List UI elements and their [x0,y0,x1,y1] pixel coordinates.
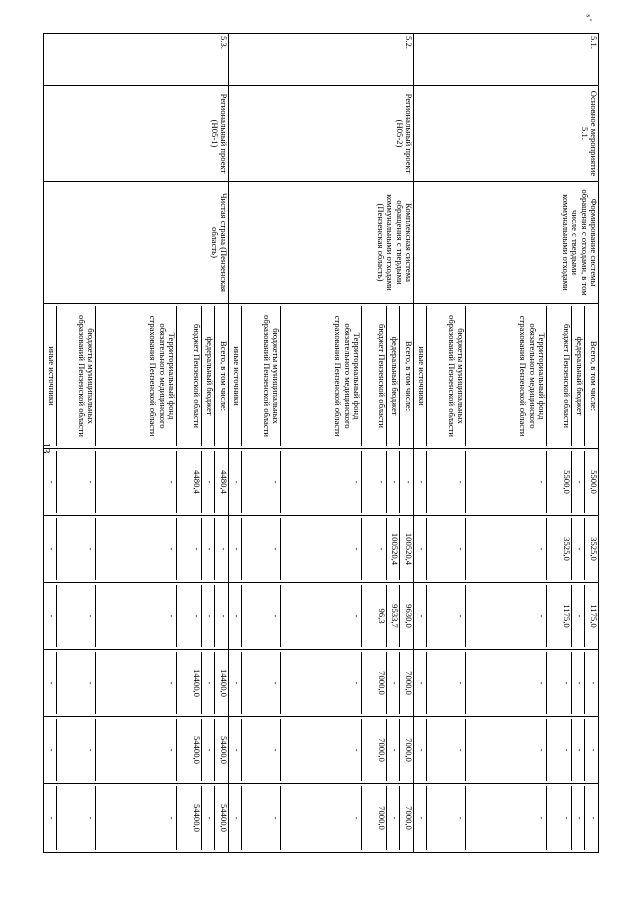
row-number-text: 5.3. [219,36,229,49]
event-name-text: Региональный проект (Н05-2) [394,93,414,174]
funding-source-line: Территориальный фонд обязательного медицинского страхования Пензенской области [95,306,176,446]
amount-value: 3525,0 [584,518,598,580]
amount-value: - [95,518,176,580]
amount-value: - [232,547,242,551]
funding-sources [44,304,229,449]
amount-value: - [465,786,546,850]
amount-value: 7000,0 [361,786,386,850]
amount-column [414,650,599,717]
funding-source-line: Всего, в том числе: [214,306,228,446]
amount-value: - [546,719,571,781]
amount-value: - [584,652,598,714]
amount-value: - [571,451,584,513]
amount-value: - [95,652,176,714]
amount-value: - [386,652,399,714]
amount-value: 5500,0 [546,451,571,513]
amount-value: - [571,719,584,781]
amount-value: - [241,652,280,714]
amount-value: 9630,0 [399,585,413,647]
amount-value: 14400,0 [214,652,228,714]
funding-source-line: бюджет Пензенской области [546,306,571,446]
amount-value: 14400,0 [176,652,201,714]
amount-column [44,583,229,650]
amount-value: - [386,719,399,781]
amount-value: - [47,748,57,752]
amount-value: - [426,719,465,781]
amount-value: - [465,518,546,580]
amount-value: - [56,719,95,781]
amount-value: - [47,681,57,685]
amount-column [44,784,229,853]
funding-source-line: бюджет Пензенской области [361,306,386,446]
amount-value: 7000,0 [399,786,413,850]
amount-value: 7000,0 [399,719,413,781]
funding-source-line: бюджеты муниципальных образований Пензенской области [241,306,280,446]
funding-source-line: Территориальный фонд обязательного медицинского страхования Пензенской области [280,306,361,446]
amount-value: 7000,0 [399,652,413,714]
event-description-text: Формирование системы обращения с отходами, в том числе с твердыми коммунальными отходами [561,189,599,296]
amount-value: - [232,681,242,685]
event-name-text: Основное мероприятие 5.1. [579,90,599,177]
funding-source-line: Всего, в том числе: [399,306,413,446]
amount-value: - [426,451,465,513]
amount-value: - [361,518,386,580]
amount-value: - [546,786,571,850]
amount-value: - [417,547,427,551]
amount-column [414,449,599,516]
amount-value: - [95,451,176,513]
amount-value: - [465,652,546,714]
row-number [229,34,414,86]
amount-column [414,717,599,784]
amount-value: - [176,518,201,580]
row-number [44,34,229,86]
amount-value: - [417,816,427,820]
amount-value: - [201,518,214,580]
amount-value: - [386,786,399,850]
amount-value: - [546,652,571,714]
amount-value: 96,3 [361,585,386,647]
amount-value: - [176,585,201,647]
amount-value: - [426,585,465,647]
amount-value: - [571,518,584,580]
amount-value: - [56,518,95,580]
amount-value: - [417,681,427,685]
rotated-table-area [47,33,599,852]
amount-value: - [232,816,242,820]
funding-source-line: иные источники [232,346,242,406]
amount-value: - [386,451,399,513]
amount-value: - [201,451,214,513]
amount-value: - [241,451,280,513]
amount-value: 1175,0 [584,585,598,647]
amount-value: - [201,652,214,714]
amount-value: - [417,480,427,484]
amount-value: - [95,719,176,781]
row-number-text: 5.1. [589,36,599,49]
amount-value: - [584,719,598,781]
amount-value: 1175,0 [546,585,571,647]
amount-value: - [417,614,427,618]
funding-source-line: Территориальный фонд обязательного медицинского страхования Пензенской области [465,306,546,446]
amount-value: 54400,0 [176,786,201,850]
amount-column [229,583,414,650]
amount-column [44,650,229,717]
amount-value: 9533,7 [386,585,399,647]
amount-value: - [280,719,361,781]
amount-column [229,516,414,583]
event-description-text: Комплексная система обращения с твердыми коммунальными отходами (Пензенская область) [376,194,414,291]
funding-source-line: федеральный бюджет [386,306,399,446]
amount-value: - [417,748,427,752]
event-description [414,182,599,304]
amount-value: - [241,518,280,580]
amount-column [44,717,229,784]
amount-value: 7000,0 [361,719,386,781]
amount-value: 100520,4 [399,518,413,580]
amount-value: - [95,786,176,850]
amount-value: - [201,719,214,781]
amount-value: - [280,786,361,850]
amount-value: - [201,786,214,850]
amount-value: - [56,786,95,850]
amount-value: - [241,786,280,850]
amount-value: - [201,585,214,647]
event-name-text: Региональный проект (Н05-1) [209,93,229,174]
amount-column [44,516,229,583]
amount-value: - [280,518,361,580]
amount-column [229,449,414,516]
event-description [229,182,414,304]
amount-value: 54400,0 [214,719,228,781]
amount-value: - [241,719,280,781]
funding-source-line: бюджеты муниципальных образований Пензенской области [56,306,95,446]
amount-value: - [47,614,57,618]
amount-value: - [232,614,242,618]
funding-source-line: бюджет Пензенской области [176,306,201,446]
amount-value: - [47,480,57,484]
amount-value: 7000,0 [361,652,386,714]
amount-value: - [214,518,228,580]
funding-source-line: бюджеты муниципальных образований Пензенской области [426,306,465,446]
amount-value: - [232,480,242,484]
amount-value: 3525,0 [546,518,571,580]
amount-column [414,784,599,853]
amount-value: - [465,719,546,781]
amount-value: - [361,451,386,513]
amount-value: - [465,451,546,513]
financing-table [43,33,599,853]
amount-value: - [232,748,242,752]
funding-source-line: Всего, в том числе: [584,306,598,446]
amount-value: - [56,585,95,647]
amount-value: - [280,451,361,513]
amount-value: - [571,786,584,850]
amount-value: - [571,585,584,647]
funding-source-line: федеральный бюджет [201,306,214,446]
event-description-text: Чистая страна (Пензенская область) [209,192,229,293]
table-row [414,34,599,853]
amount-column [414,583,599,650]
funding-sources [229,304,414,449]
row-number [414,34,599,86]
amount-value: 54400,0 [214,786,228,850]
amount-value: - [399,451,413,513]
amount-column [229,784,414,853]
table-rotator [47,33,599,852]
amount-column [229,717,414,784]
funding-source-line: федеральный бюджет [571,306,584,446]
amount-value: 100520,4 [386,518,399,580]
amount-column [414,516,599,583]
amount-value: - [584,786,598,850]
funding-sources [414,304,599,449]
amount-value: - [426,652,465,714]
event-name [414,86,599,182]
funding-source-line: иные источники [47,346,57,406]
amount-value: - [214,585,228,647]
event-name [44,86,229,182]
amount-value: - [56,451,95,513]
funding-source-line: иные источники [417,346,427,406]
amount-value: - [426,518,465,580]
event-description [44,182,229,304]
amount-value: - [280,652,361,714]
amount-column [229,650,414,717]
amount-value: - [241,585,280,647]
page-number: 13 [40,442,52,454]
amount-value: - [465,585,546,647]
row-number-text: 5.2. [404,36,414,49]
table-row [229,34,414,853]
amount-value: 54400,0 [176,719,201,781]
amount-value: - [47,816,57,820]
amount-value: - [56,652,95,714]
amount-value: 4480,4 [214,451,228,513]
amount-value: - [47,547,57,551]
amount-value: - [571,652,584,714]
amount-value: - [426,786,465,850]
event-name [229,86,414,182]
amount-value: 5500,0 [584,451,598,513]
amount-value: 4480,4 [176,451,201,513]
amount-column [44,449,229,516]
corner-mark: s " [584,14,593,22]
amount-value: - [280,585,361,647]
amount-value: - [95,585,176,647]
table-row [44,34,229,853]
